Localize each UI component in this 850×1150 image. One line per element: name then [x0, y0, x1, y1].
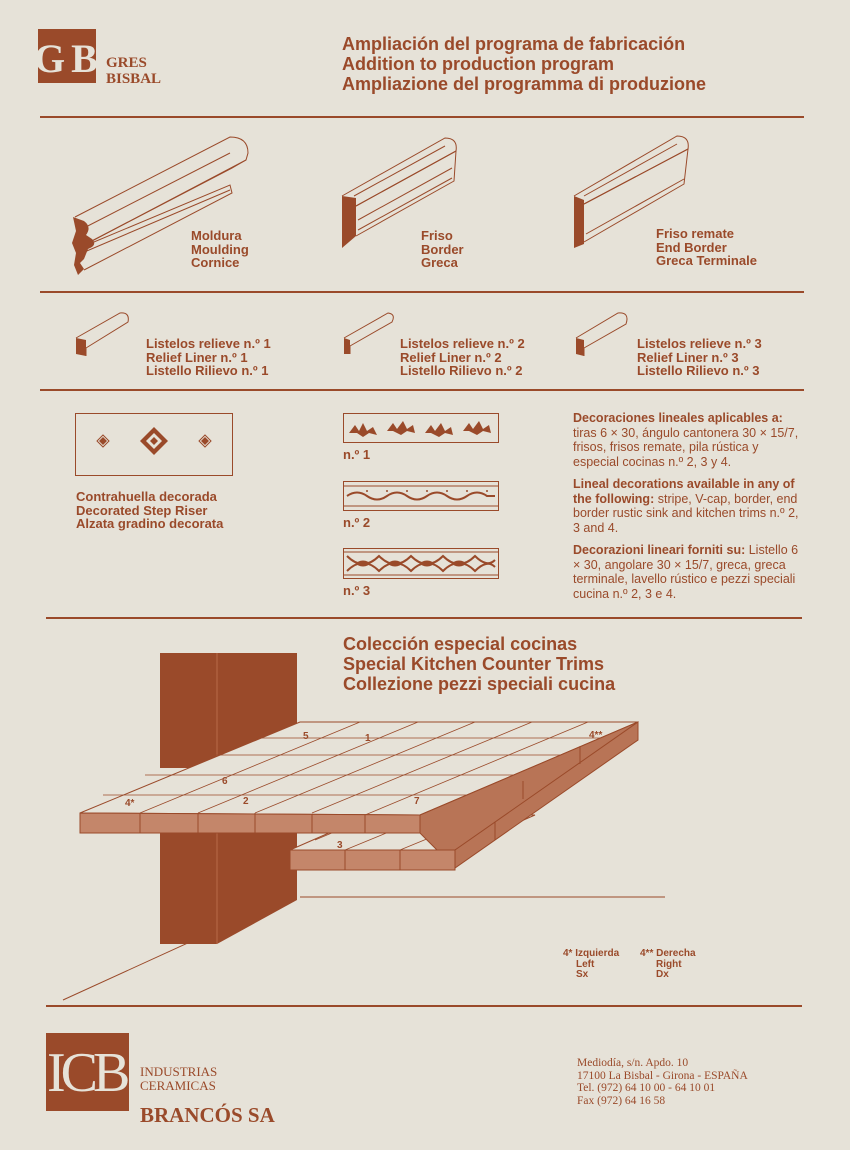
- address-line: Fax (972) 64 16 58: [577, 1094, 666, 1107]
- piece-number: 4**: [589, 730, 603, 741]
- logo-letters: ICB: [47, 1042, 126, 1104]
- divider: [40, 291, 804, 293]
- piece-number: 2: [243, 796, 249, 807]
- label-line: Friso: [421, 228, 453, 243]
- liner-3-illustration: [572, 310, 634, 360]
- piece-number: 5: [303, 731, 309, 742]
- title-line: Addition to production program: [342, 54, 614, 74]
- lineal-it-title: Decorazioni lineari forniti su:: [573, 543, 746, 557]
- lineal-es: [573, 411, 805, 469]
- end-border-label: [656, 227, 757, 268]
- piece-number: 4*: [125, 798, 135, 809]
- company-type: [140, 1065, 217, 1093]
- decoration-1-label: n.º 1: [343, 447, 371, 462]
- label-line: Contrahuella decorada: [76, 489, 217, 504]
- label-line: Listello Rilievo n.º 1: [146, 363, 269, 378]
- lineal-it-body: Listello 6 × 30, angolare 30 × 15/7, greca, greca terminale, lavello rústico e pezzi speciali cucina n.º 2, 3 e 4.: [573, 543, 799, 601]
- label-line: End Border: [656, 239, 727, 255]
- piece-number: 1: [365, 733, 371, 744]
- liner-3-label: [637, 337, 762, 378]
- label-line: Listelos relieve n.º 1: [146, 336, 271, 351]
- legend-line: Dx: [656, 969, 669, 980]
- lineal-es-body: tiras 6 × 30, ángulo cantonera 30 × 15/7, frisos, frisos remate, pila rústica y especial cocinas n.º 2, 3 y 4.: [573, 425, 799, 469]
- lineal-es-title: Decoraciones lineales aplicables a:: [573, 411, 783, 425]
- label-line: Listello Rilievo n.º 2: [400, 363, 523, 378]
- title-line: Ampliación del programa de fabricación: [342, 34, 686, 54]
- label-line: Decorated Step Riser: [76, 502, 208, 518]
- decoration-2-illustration: [343, 481, 499, 511]
- liner-1-label: [146, 337, 271, 378]
- logo-letters: G B: [34, 36, 96, 81]
- step-riser-label: [76, 490, 223, 531]
- border-label: [421, 229, 464, 270]
- piece-number: 6: [222, 776, 228, 787]
- liner-2-label: [400, 337, 525, 378]
- piece-number: 7: [414, 796, 420, 807]
- label-line: Alzata gradino decorata: [76, 516, 224, 531]
- label-line: Relief Liner n.º 1: [146, 349, 248, 365]
- divider: [40, 389, 804, 391]
- step-riser-illustration: [75, 413, 233, 476]
- title-line: Collezione pezzi speciali cucina: [343, 674, 616, 694]
- company-line: INDUSTRIAS: [140, 1064, 218, 1079]
- divider: [46, 617, 802, 619]
- decoration-2-label: n.º 2: [343, 515, 371, 530]
- legend-right: [640, 949, 696, 981]
- label-line: Relief Liner n.º 2: [400, 349, 502, 365]
- title-line: Colección especial cocinas: [343, 634, 578, 654]
- label-line: Moulding: [191, 241, 249, 257]
- title-line: Ampliazione del programma di produzione: [342, 74, 707, 94]
- lineal-en-title: Lineal decorations available in any of the following:: [573, 477, 795, 506]
- divider: [46, 1005, 802, 1007]
- decoration-3-label: n.º 3: [343, 583, 371, 598]
- label-line: Listello Rilievo n.º 3: [637, 363, 760, 378]
- lineal-en-body: stripe, V-cap, border, end border rustic sink and kitchen trims n.º 2, 3 and 4.: [573, 491, 799, 535]
- liner-2-illustration: [340, 310, 402, 360]
- company-name: BRANCÓS SA: [140, 1103, 275, 1127]
- address-line: Tel. (972) 64 10 00 - 64 10 01: [577, 1082, 716, 1094]
- address-line: Mediodía, s/n. Apdo. 10: [577, 1057, 689, 1069]
- label-line: Border: [421, 241, 464, 257]
- decoration-1-illustration: [343, 413, 499, 443]
- legend-line: Left: [576, 958, 595, 970]
- brand-line: GRES: [106, 55, 147, 71]
- label-line: Relief Liner n.º 3: [637, 349, 739, 365]
- label-line: Listelos relieve n.º 2: [400, 336, 525, 351]
- lineal-en: [573, 477, 805, 535]
- label-line: Listelos relieve n.º 3: [637, 336, 762, 351]
- legend-left: [563, 949, 619, 981]
- title-line: Special Kitchen Counter Trims: [343, 654, 605, 674]
- legend-line: Right: [656, 958, 682, 970]
- liner-1-illustration: [72, 310, 134, 360]
- brand-name: [106, 55, 161, 87]
- divider: [40, 116, 804, 118]
- moulding-label: [191, 229, 249, 270]
- brand-line: BISBAL: [106, 71, 162, 87]
- page-title: [342, 34, 706, 94]
- label-line: Moldura: [191, 228, 242, 243]
- gres-bisbal-logo: [34, 29, 96, 83]
- lineal-decorations-text: [573, 411, 805, 601]
- label-line: Cornice: [191, 255, 240, 270]
- label-line: Greca: [421, 255, 458, 270]
- label-line: Greca Terminale: [656, 253, 757, 268]
- address-block: [577, 1057, 748, 1107]
- legend-line: 4** Derecha: [640, 948, 696, 959]
- label-line: Friso remate: [656, 226, 735, 241]
- icb-logo: [46, 1033, 129, 1111]
- legend-line: 4* Izquierda: [563, 948, 620, 959]
- legend-line: Sx: [576, 969, 589, 980]
- company-line: CERAMICAS: [140, 1078, 216, 1093]
- piece-number: 3: [337, 840, 343, 851]
- lineal-it: [573, 543, 805, 601]
- decoration-3-illustration: [343, 548, 499, 579]
- address-line: 17100 La Bisbal - Girona - ESPAÑA: [577, 1069, 748, 1082]
